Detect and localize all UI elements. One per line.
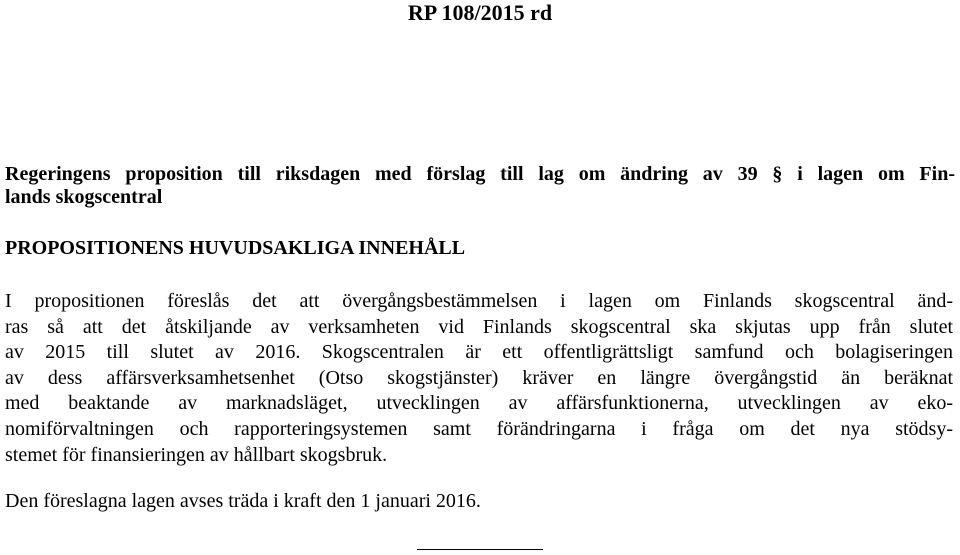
paragraph-line: stemet för finansieringen av hållbart skogsbruk. — [5, 443, 388, 466]
footer-divider — [417, 549, 543, 550]
paragraph-line: nomiförvaltningen och rapporteringsystemen samt förändringarna i fråga om det nya stödsy- — [5, 417, 953, 440]
paragraph-line: I propositionen föreslås det att övergångsbestämmelsen i lagen om Finlands skogscentral änd- — [5, 290, 953, 312]
proposition-title — [5, 163, 955, 209]
section-heading: PROPOSITIONENS HUVUDSAKLIGA INNEHÅLL — [5, 237, 466, 259]
summary-paragraph — [5, 289, 953, 468]
document-number: RP 108/2015 rd — [407, 0, 553, 25]
paragraph-line: Den föreslagna lagen avses träda i kraft den 1 januari 2016. — [5, 490, 481, 512]
paragraph-line: ras så att det åtskiljande av verksamheten vid Finlands skogscentral ska skjutas upp från slutet — [5, 315, 953, 338]
title-line: lands skogscentral — [5, 186, 163, 208]
title-line: Regeringens proposition till riksdagen med förslag till lag om ändring av 39 § i lagen om Fin- — [5, 163, 955, 185]
paragraph-line: av dess affärsverksamhetsenhet (Otso skogstjänster) kräver en längre övergångstid än beräknat — [5, 366, 953, 389]
effective-date-paragraph — [5, 489, 953, 515]
paragraph-line: med beaktande av marknadsläget, utvecklingen av affärsfunktionerna, utvecklingen av eko- — [5, 392, 953, 415]
paragraph-line: av 2015 till slutet av 2016. Skogscentralen är ett offentligrättsligt samfund och bolagiseringen — [5, 341, 953, 364]
